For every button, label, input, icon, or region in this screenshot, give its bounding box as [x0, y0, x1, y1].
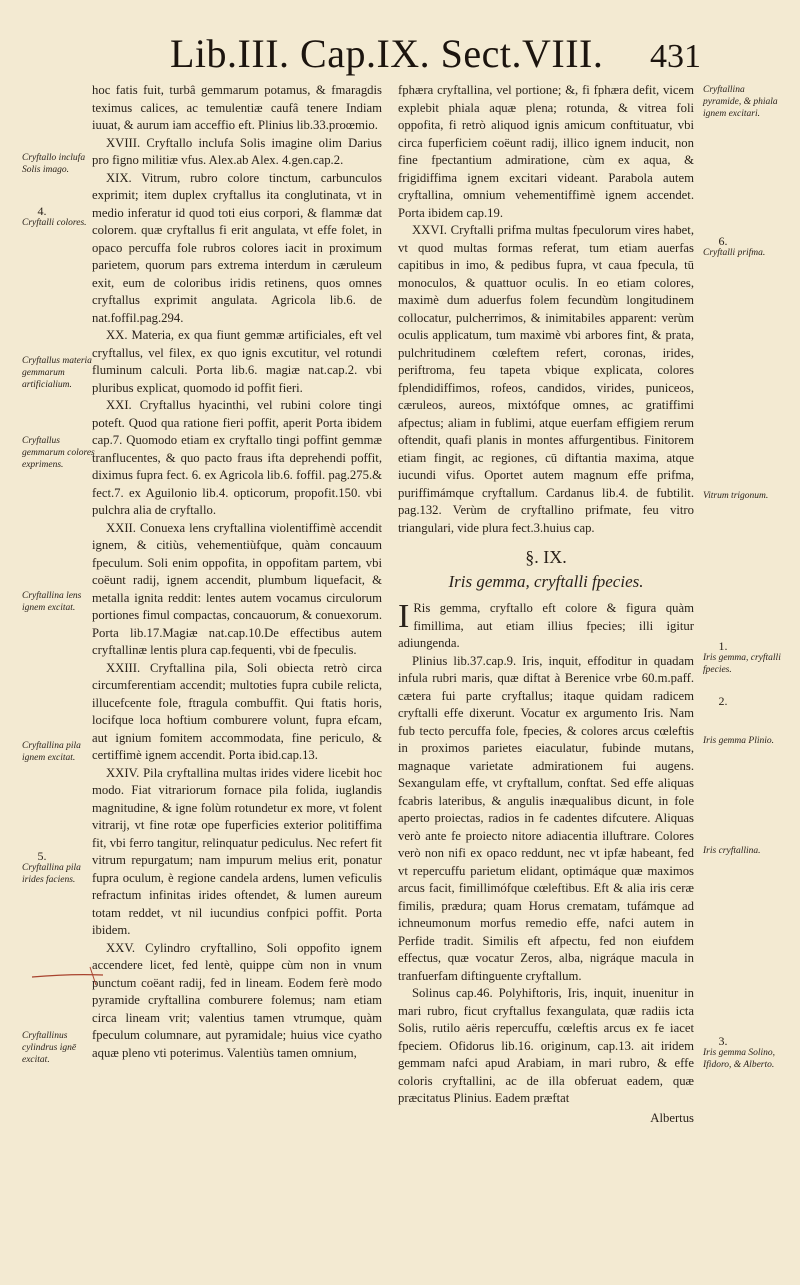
paragraph: XX. Materia, ex qua fiunt gemmæ artificiales, eft vel cryftallus, vel filex, ex quo ignis excutitur, vel rotundi fluminum calculi. Porta lib.6. magiæ nat.cap.2. vbi pluribus explicat, quomodo id poffit fieri. [92, 328, 382, 395]
margin-note: Vitrum trigonum. [703, 491, 769, 501]
section-heading: §. IX. [525, 547, 567, 567]
text-column-right [398, 82, 694, 1127]
drop-cap: I [398, 598, 410, 635]
paragraph: I Ris gemma, cryftallo eft colore & figura quàm fimillima, aut etiam illius fpecies; illi igitur adiungenda. [398, 598, 694, 650]
margin-note: Cryftallinus cylindrus ignē excitat. [22, 1031, 77, 1065]
paragraph: fphæra cryftallina, vel portione; &, fi fphæra defit, vicem explebit phiala aquæ plena; rotunda, & vitrea foli oppofita, fi retrò aliquod ignis amicum conftituatur, vbi circa fuperficiem coëunt radij, illico ignem inducit, non fine fpectantium admiratione, cùm ex aqua, & frigidiffima ignem excitari videant. Parabola autem cryftallina, omnium vehementiffimè ignem accendet. Porta ibidem cap.19. [398, 83, 694, 220]
margin-note: 6. Cryftalli prifma. [703, 234, 766, 258]
paragraph: Solinus cap.46. Polyhiftoris, Iris, inquit, inuenitur in mari rubro, ficut cryftallus fexangulata, quæ radiis icta Solis, rutilo aëris repercuffu, cœleftis arcus ex fe iacet fpeciem. Ofidorus lib.16. originum, cap.13. ait iridem gemmam nafci apud Arabiam, in mari rubro, & effe coloris cryftallini, ac de illa obferuat eadem, quæ præcitatus Plinius. Eadem præftat [398, 986, 694, 1105]
running-header: Lib.III. Cap.IX. Sect.VIII. [170, 31, 604, 76]
paragraph: hoc fatis fuit, turbâ gemmarum potamus, & fmaragdis teximus calices, ac temulentiæ caufâ tenere Indiam iuuat, & aurum iam acceffio eft. Plinius lib.33.proœmio. [92, 83, 382, 132]
margin-note: 1. Iris gemma, cryftalli fpecies. [703, 639, 781, 675]
margin-note: Cryftallus materia gemmarum artificialium. [22, 356, 92, 390]
paragraph: Plinius lib.37.cap.9. Iris, inquit, effoditur in quadam infula rubri maris, quæ diftat à Berenice vrbe 60.m.paff. cætera fui parte cryftallus; itaque quidam radicem cryftalli effe dixerunt. Vocatur ex argumento Iris. Nam fub tecto percuffa fole, fpecies, & colores arcus cœleftis in proximos parietes eiaculatur, fubinde mutans, magnaque varietate admirationem fui augens. Sexangulam effe, vt cryftallum, conftat. Sed effe aliquas fcabris lateribus, & angulis inæqualibus dicunt, in fole aperto proiectas, radios in fe cadentes difcutere. Aliquas verò ante fe proiecto nitore adiacentia illuftrare. Colores verò non nifi ex opaco reddunt, nec vt ipfæ habeant, fed vt repercuffu parietum elidant, optimáque quæ maximos arcus facit, fimillimófque cœleftibus. Eft & alia iris ceræ fimilis, prædura; quam Horus crematam, tufámque ad ichneumonum morfus remedio effe, nafci autem in Perfide tradit. Similis eft afpectu, fed non eiufdem effectus, quæ vocatur Zeros, alba, nigráque macula in tranfuerfam diftinguente cryftallum. [398, 653, 694, 983]
margin-note: Cryftallina pyramide, & phiala ignem excitari. [703, 85, 778, 119]
paragraph: XXVI. Cryftalli prifma multas fpeculorum vires habet, vt quod multas formas referat, tum etiam auerfas capitibus in imo, & pedibus fupra, vt caua fpecula, tū monoculos, & quattuor oculis. In eo etiam colores, maximè dum aduerfus folem fecundùm longitudinem collocatur, pulcherrimos, & inimitabiles apparent: verùm oculis applicatum, tum maximè vbi arbores fint, & prata, pulchritudinem cœleftem refert, coronas, irides, periftroma, feu tapeta vbique explicata, colores fplendidiffimos, rofeos, candidos, virides, puniceos, cæruleos, aureos, mixtófque omnes, ac gratiffimi afpectus; aliam in fublimi, atque euerfam effigiem rerum oftendit, quafi planis in montes affurgentibus. Finitorem etiam fingit, ac regiones, cū diftantia maxima, atque iucundi vifus. Oportet autem magnum effe prifma, puriffimámque cryftallum. Cardanus lib.4. de fubtilit. pag.132. Verùm de cryftallino prifmate, feu vitro triangulari, vide plura fect.3.huius cap. [398, 223, 694, 535]
catchword: Albertus [650, 1110, 694, 1125]
section-subtitle: Iris gemma, cryftalli fpecies. [448, 571, 644, 591]
paragraph: XXV. Cylindro cryftallino, Soli oppofito ignem accendere licet, fed lentè, quippe cùm non in vnum punctum coëant radij, fed in lineam. Eodem ferè modo pyramide cryftallina comburere folemus; nam etiam circa lineam vrit; valentius tamen vtrumque, quàm fpeculum columnare, aut pyramidale; huius vice cyatho aquæ pleno vti poterimus. Valentiùs tamen omnium, [92, 940, 382, 1060]
paragraph: XXIV. Pila cryftallina multas irides videre licebit hoc modo. Fiat vitrariorum fornace pila folida, iuglandis magnitudine, & igne folùm rotundetur ex more, vt folent vitrarij, vt fine rotæ ope fuperficies exterior politiffima fit, vbi ferro tangitur, relinquatur pediculus. Nec refert fit vitrum repurgatum; nam impurum melius erit, ponatur fupra oculum, è regione candela ardens, lumen veficulis refractum infinitas irides oftendet, & lumen aureum totam reddet, vt nil iucundius confpici poffit. Porta ibidem. [92, 765, 382, 937]
paragraph: XXI. Cryftallus hyacinthi, vel rubini colore tingi poteft. Quod qua ratione fieri poffit, aperit Porta ibidem cap.7. Quomodo etiam ex cryftallo tingi poffint gemmæ tranflucentes, & quo pacto fraus ifta deprehendi poffit, diximus fupra fect. 6. ex Agricola lib.6. foffil. pag.275.& fect.7. ex Aguilonio lib.4. opticorum, propofit.150. vbi pulchra alia de cryftallo. [92, 398, 382, 517]
paragraph: XXII. Conuexa lens cryftallina violentiffimè accendit ignem, & citiùs, vehementiùfque, quàm concauum fpeculum. Soli enim oppofita, in oppofitam partem, vbi coëunt radij, ignem accendit, plumbum liquefacit, & metalla ignita reddit: lentes autem vocamus circulorum portiones fimul compactas, concauorum, & conuexorum. Porta lib.17.Magiæ nat.cap.10.De effectibus autem cryftallinæ lentis plura cap.fequenti, vbi de fpeculis. [92, 520, 382, 657]
margin-note: 4. Cryftalli colores. [22, 204, 87, 228]
margin-note: Iris gemma Plinio. [703, 736, 774, 746]
margin-note: Cryftallus gemmarum colores exprimens. [22, 436, 95, 470]
margin-note: 2. [718, 694, 728, 708]
page-number: 431 [650, 38, 701, 75]
paragraph: XXIII. Cryftallina pila, Soli obiecta retrò circa circumferentiam accendit; multoties fupra cubile relicta, illucefcente fole, ftragula combuffit. Qui ftatis horis, locifque loca hoftium comburere volunt, fupra efcam, aut ignium fomitem accommodata, fine periculo, & certiffimè ignem accendit. Porta ibid.cap.13. [92, 660, 382, 762]
paragraph: XVIII. Cryftallo inclufa Solis imagine olim Darius pro figno militiæ vfus. Alex.ab Alex. 4.gen.cap.2. [92, 135, 382, 167]
text-column-left [92, 82, 382, 1062]
paragraph: XIX. Vitrum, rubro colore tinctum, carbunculos exprimit; item duplex cryftallus ita conglutinata, vt in medio inferatur id quod toti eius corpori, & flammæ dat colorem. quæ cryftallus fi erit angulata, vt effe folet, in opaco percuffa fole rubros colores iacit in proximum parietem, quorum pars extrema interdum in cæruleum exit, eum de coloribus iridis retinens, quos omnes cryftallus exprimit angulata. Agricola lib.6. de nat.foffil.pag.294. [92, 170, 382, 325]
margin-note: Cryftallina lens ignem excitat. [22, 591, 82, 613]
margin-note: 5. Cryftallina pila irides faciens. [22, 849, 81, 885]
margin-note: Iris cryftallina. [703, 846, 761, 856]
margin-note: Cryftallo inclufa Solis imago. [22, 153, 86, 175]
margin-note: Cryftallina pila ignem excitat. [22, 741, 81, 763]
margin-note: 3. Iris gemma Solino, Ifidoro, & Alberto. [703, 1034, 776, 1070]
